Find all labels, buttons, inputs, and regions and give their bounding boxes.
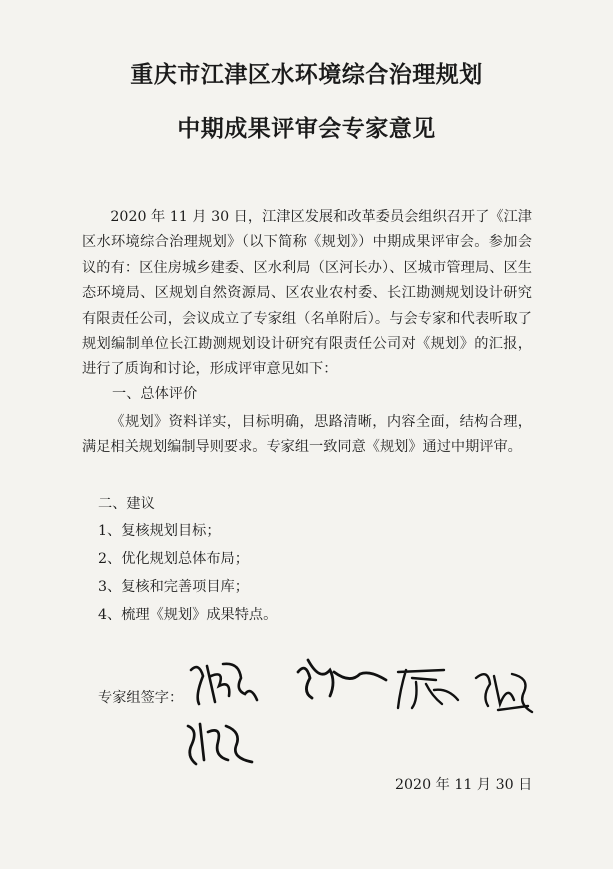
handwritten-signature	[468, 664, 538, 720]
document-title-line-1: 重庆市江津区水环境综合治理规划	[130, 62, 483, 88]
handwritten-signature	[392, 660, 464, 716]
suggestion-item: 4、梳理《规划》成果特点。	[98, 607, 278, 623]
document-title-line-2: 中期成果评审会专家意见	[177, 116, 436, 142]
section-2-heading: 二、建议	[98, 496, 155, 512]
suggestion-item: 2、优化规划总体布局；	[98, 551, 249, 567]
handwritten-signature	[178, 716, 260, 772]
signature-label: 专家组签字：	[98, 690, 184, 706]
suggestion-item: 3、复核和完善项目库；	[98, 579, 249, 595]
intro-paragraph: 2020 年 11 月 30 日，江津区发展和改革委员会组织召开了《江津区水环境综合治理规划》（以下简称《规划》）中期成果评审会。参加会议的有：区住房城乡建委、区水利局（区河长办）、区城市管理局、区生态环境局、区规划自然资源局、区农业农村委、长江勘测规划设计研究有限责任公司，会议成立了专家组（名单附后）。与会专家和代表听取了规划编制单位长江勘测规划设计研究有限责任公司对《规划》的汇报，进行了质询和讨论，形成评审意见如下：	[82, 209, 532, 378]
document-date: 2020 年 11 月 30 日	[395, 777, 533, 793]
section-1-heading: 一、总体评价	[112, 386, 198, 402]
handwritten-signature	[185, 656, 265, 716]
handwritten-signature	[290, 652, 390, 712]
section-1-text: 《规划》资料详实，目标明确，思路清晰，内容全面，结构合理，满足相关规划编制导则要求。专家组一致同意《规划》通过中期评审。	[82, 414, 532, 455]
suggestion-item: 1、复核规划目标；	[98, 523, 221, 539]
